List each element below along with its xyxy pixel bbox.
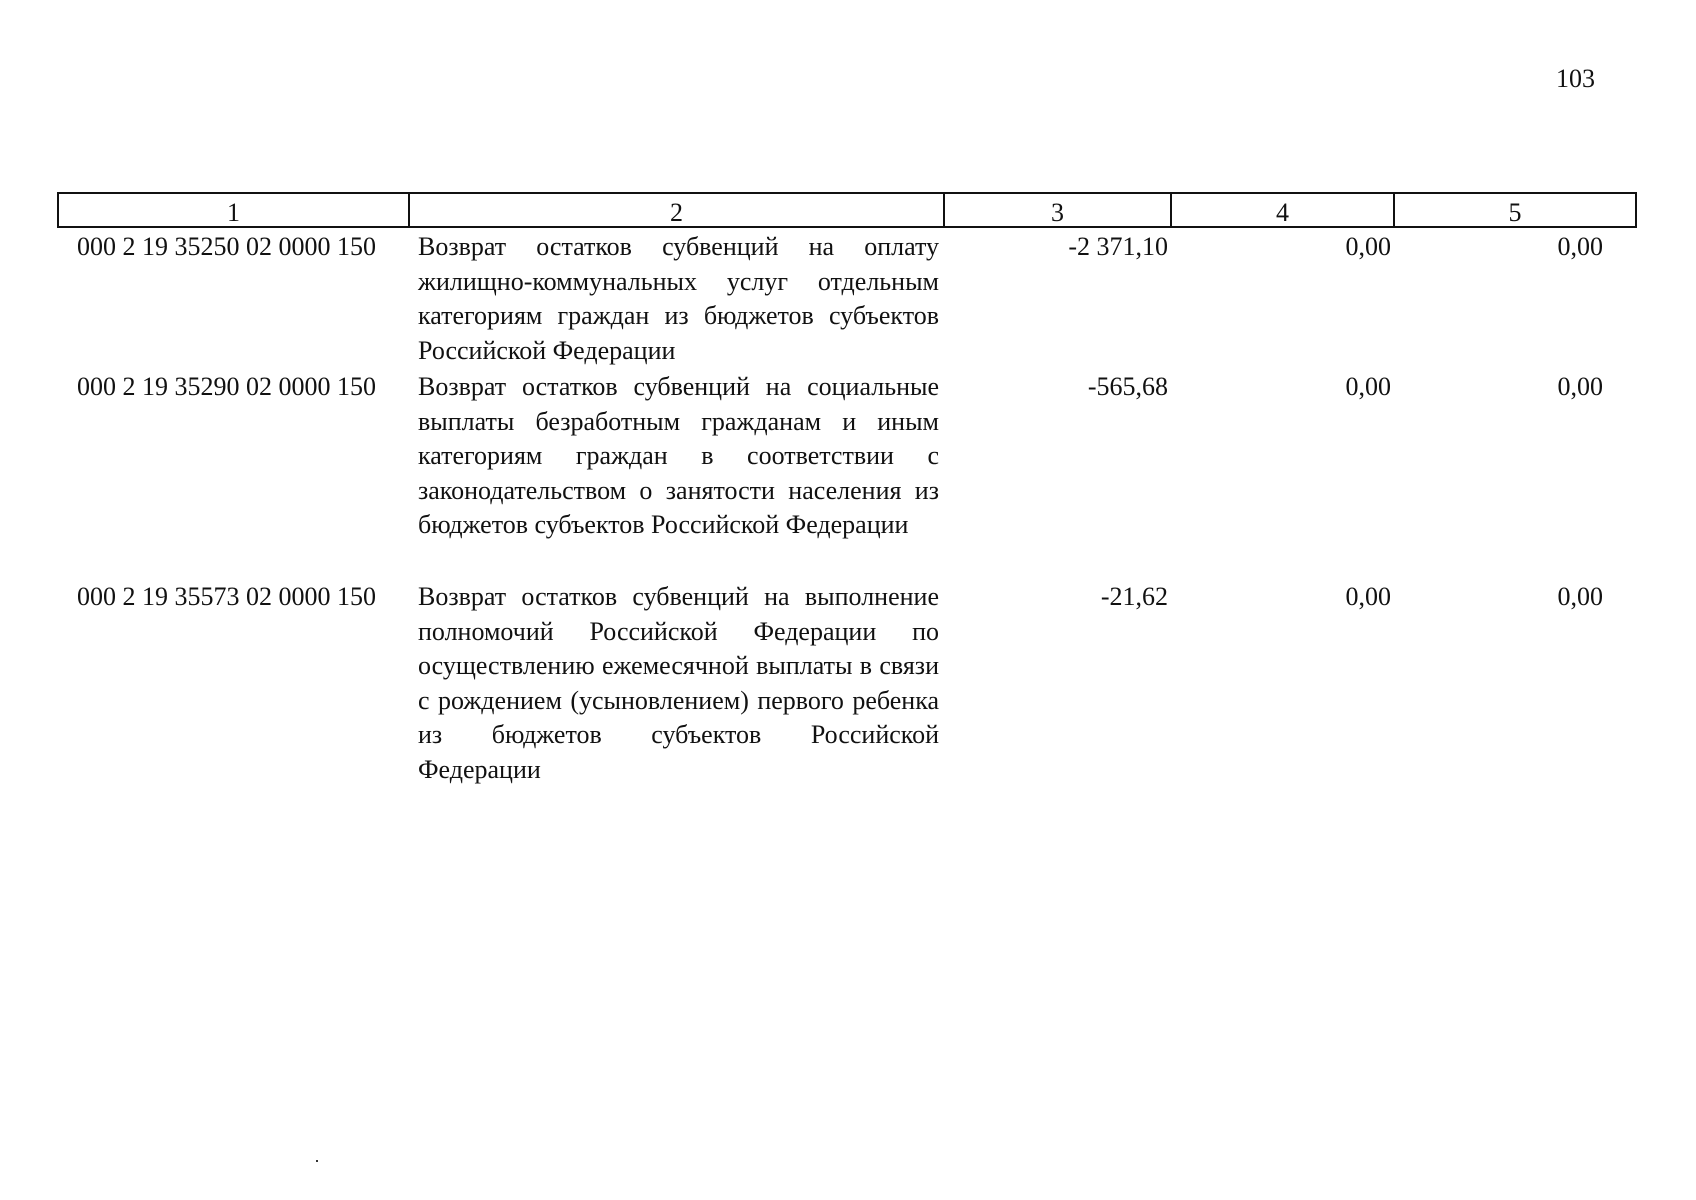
header-cell-5: 5 [1393,192,1637,228]
row-description: Возврат остатков субвенций на оплату жилищно-коммунальных услуг отдельным категориям граждан из бюджетов субъектов Российской Федерации [418,232,939,365]
value-col4: 0,00 [1345,232,1391,261]
budget-code: 000 2 19 35290 02 0000 150 [77,372,376,401]
value-col3: -21,62 [1100,582,1168,611]
table-body [57,230,1637,790]
table-row [57,580,1637,790]
table-row [57,370,1637,580]
header-cell-2: 2 [408,192,945,228]
value-col4: 0,00 [1345,582,1391,611]
budget-code: 000 2 19 35573 02 0000 150 [77,582,376,611]
value-col5: 0,00 [1557,582,1603,611]
row-description: Возврат остатков субвенций на социальные выплаты безработным гражданам и иным категориям граждан в соответствии с законодательством о занятости населения из бюджетов субъектов Российской Федерации [418,372,939,539]
value-col5: 0,00 [1557,372,1603,401]
table-row [57,230,1637,370]
value-col3: -565,68 [1087,372,1168,401]
value-col5: 0,00 [1557,232,1603,261]
table-header [57,192,1637,230]
header-cell-3: 3 [943,192,1172,228]
value-col3: -2 371,10 [1068,232,1168,261]
budget-code: 000 2 19 35250 02 0000 150 [77,232,376,261]
scan-speck [316,1160,318,1162]
header-cell-4: 4 [1170,192,1395,228]
header-cell-1: 1 [57,192,410,228]
page-number: 103 [1556,64,1595,93]
value-col4: 0,00 [1345,372,1391,401]
row-description: Возврат остатков субвенций на выполнение полномочий Российской Федерации по осуществлению ежемесячной выплаты в связи с рождением (усыновлением) первого ребенка из бюджетов субъектов Российской Федерации [418,582,939,784]
